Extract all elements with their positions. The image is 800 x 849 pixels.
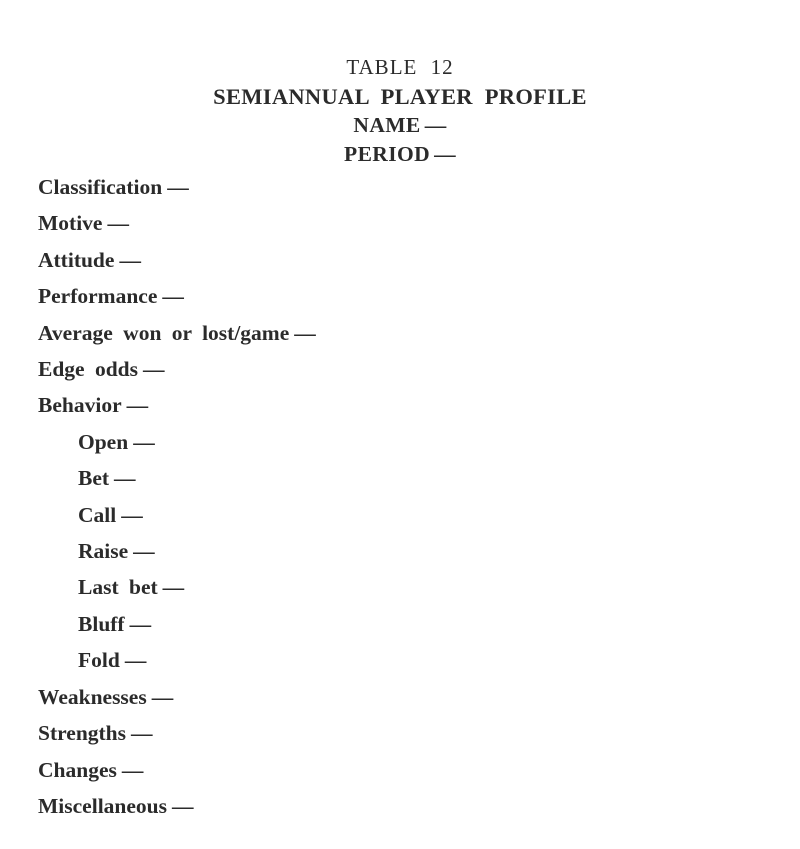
field-label: Behavior [38,393,122,418]
field-label: Bet [78,466,110,491]
table-header [0,0,800,169]
field-behavior-fold [0,642,800,678]
field-dash: — [121,757,144,782]
field-behavior-call [0,497,800,533]
field-miscellaneous [0,788,800,824]
field-dash: — [162,284,184,309]
field-dash: — [151,684,174,709]
field-label: Weaknesses [38,684,147,709]
name-field [0,111,800,140]
field-dash: — [133,539,155,564]
field-dash: — [121,502,143,527]
field-dash: — [114,466,136,491]
field-label: Changes [38,757,117,782]
field-dash: — [162,575,185,600]
profile-field-list [0,169,800,824]
field-dash: — [107,211,129,236]
field-dash: — [119,247,141,272]
field-label: Last bet [78,575,158,600]
field-label: Call [78,502,117,527]
field-weaknesses [0,679,800,715]
field-average-won-or-lost [0,315,800,351]
field-strengths [0,715,800,751]
field-dash: — [167,175,189,199]
period-field-label: PERIOD [344,142,431,166]
field-behavior-last-bet [0,569,800,605]
page-title [0,82,800,111]
field-label: Fold [78,648,120,673]
field-dash: — [124,648,147,673]
field-dash: — [143,357,165,382]
field-label: Classification [38,175,163,199]
field-label: Open [78,429,129,454]
field-dash: — [133,429,155,454]
name-field-label: NAME [353,113,421,137]
period-field-dash: — [434,142,456,166]
field-dash: — [294,320,316,345]
field-label: Bluff [78,611,125,636]
field-changes [0,752,800,788]
field-label: Average won or lost/game [38,320,290,345]
field-performance [0,278,800,314]
field-behavior-bet [0,460,800,496]
name-field-dash: — [424,113,447,137]
table-number [0,53,800,82]
field-behavior-open [0,424,800,460]
field-classification [0,169,800,205]
field-label: Motive [38,211,103,236]
field-motive [0,205,800,241]
field-edge-odds [0,351,800,387]
field-label: Strengths [38,721,127,746]
field-dash: — [172,793,194,818]
field-label: Performance [38,284,158,309]
field-label: Miscellaneous [38,793,167,818]
field-behavior [0,387,800,423]
field-dash: — [131,721,153,746]
field-behavior-bluff [0,606,800,642]
field-dash: — [126,393,149,418]
table-number-text: TABLE 12 [346,55,454,79]
field-label: Raise [78,539,129,564]
field-behavior-raise [0,533,800,569]
field-dash: — [129,611,152,636]
field-attitude [0,242,800,278]
period-field [0,140,800,169]
field-label: Attitude [38,247,115,272]
field-label: Edge odds [38,357,138,382]
page-title-text: SEMIANNUAL PLAYER PROFILE [213,84,587,109]
